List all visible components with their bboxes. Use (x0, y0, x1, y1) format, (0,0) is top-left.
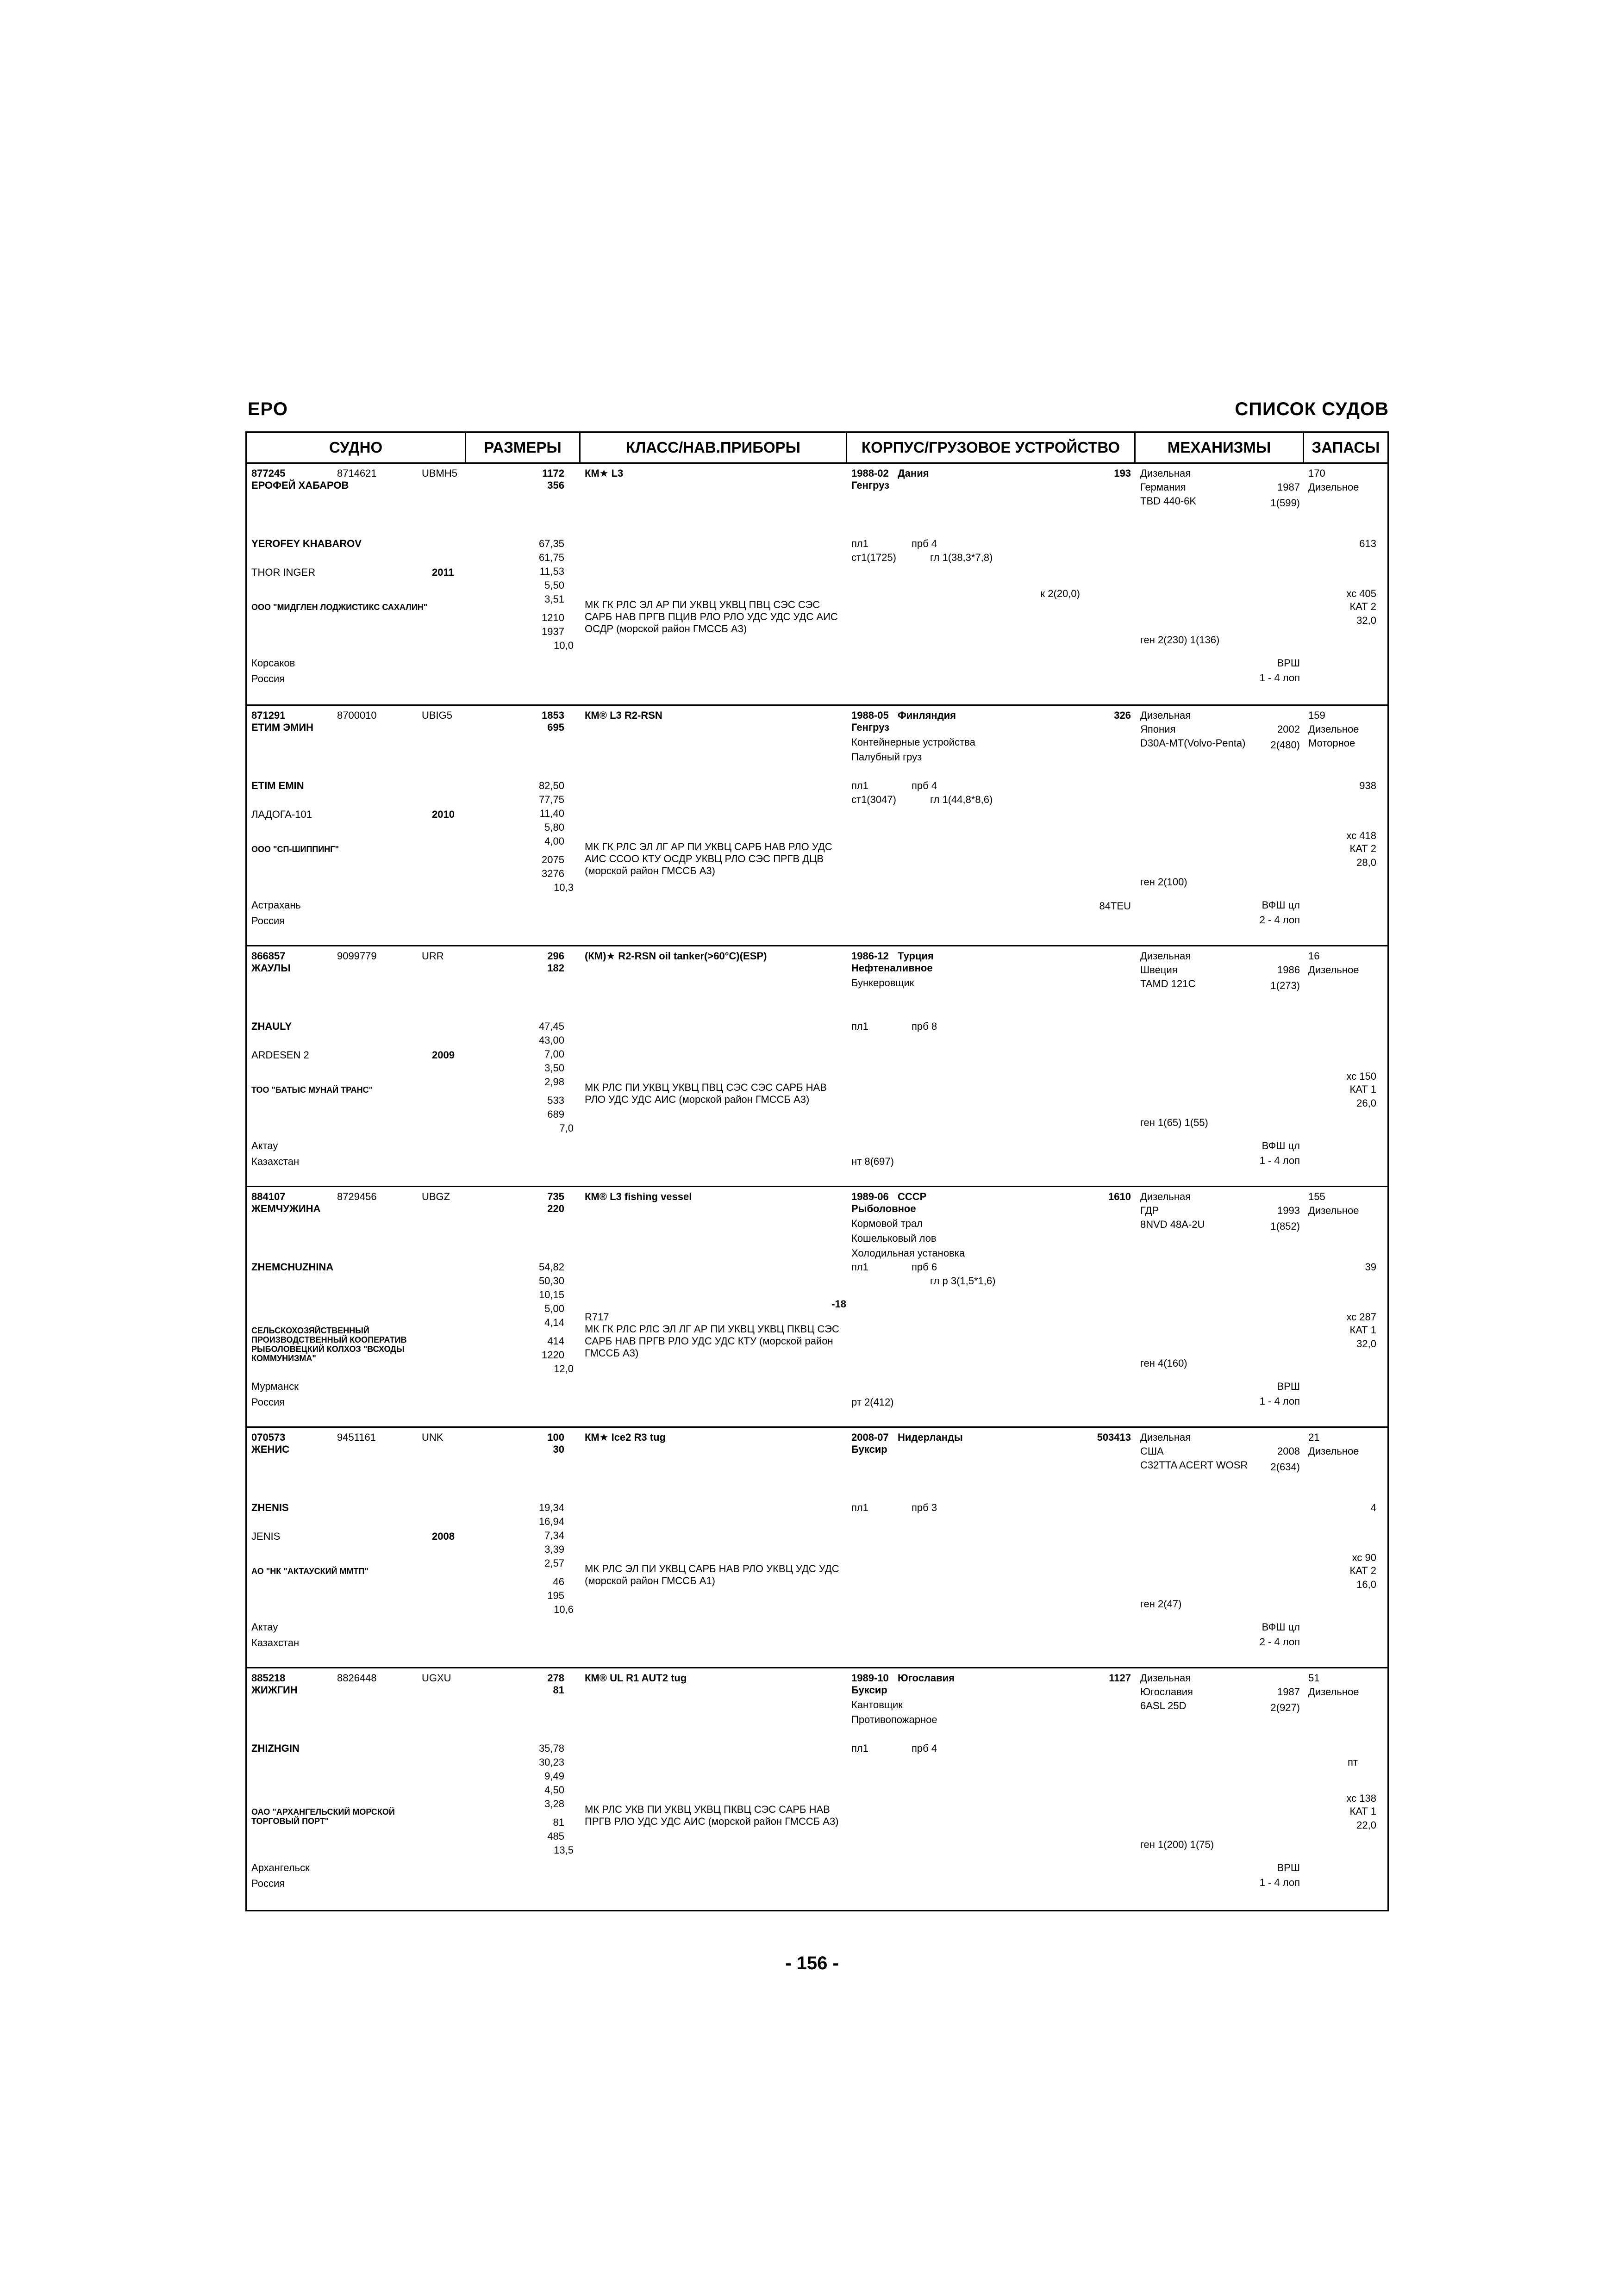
owner-line: АО "НК "АКТАУСКИЙ ММТП" (251, 1567, 369, 1576)
deadweight-value: 414 (547, 1335, 564, 1347)
build-country: Нидерланды (898, 1431, 963, 1443)
home-port: Архангельск (251, 1862, 310, 1873)
ship-entry (247, 1186, 1387, 1426)
hull-number: 1127 (1109, 1672, 1131, 1684)
column-header-class: КЛАСС/НАВ.ПРИБОРЫ (581, 433, 847, 462)
category: КАТ 2 (1349, 843, 1376, 854)
ship-entry (247, 464, 1387, 704)
rename-year: 2011 (432, 566, 454, 578)
stores-value: 938 (1359, 780, 1376, 791)
speed-value: хс 138 (1346, 1792, 1376, 1804)
dimension-value: 3,51 (544, 593, 564, 605)
dimension-value: 3,50 (544, 1062, 564, 1074)
former-name: ARDESEN 2 (251, 1049, 309, 1061)
ship-name: ЖАУЛЫ (251, 962, 291, 974)
fuel-type: Дизельное (1308, 481, 1359, 493)
fuel-type: Дизельное (1308, 1686, 1359, 1698)
deadweight-value: 195 (547, 1590, 564, 1601)
owner-line: КОММУНИЗМА" (251, 1354, 316, 1363)
range-value: 16,0 (1356, 1579, 1376, 1590)
dimension-value: 5,00 (544, 1303, 564, 1314)
column-header-hull: КОРПУС/ГРУЗОВОЕ УСТРОЙСТВО (847, 433, 1136, 462)
registry-number: 885218 (251, 1672, 286, 1684)
crane: к 2(20,0) (1040, 588, 1080, 599)
engine-country: ГДР (1140, 1205, 1159, 1216)
dimension-value: 7,00 (544, 1048, 564, 1060)
category: КАТ 1 (1349, 1805, 1376, 1817)
gross-tonnage: 1853 (542, 709, 564, 721)
call-sign: UBMH5 (422, 467, 458, 479)
ship-name: ЖЕМЧУЖИНА (251, 1203, 321, 1214)
build-date: 1986-12 (851, 950, 889, 962)
range-value: 28,0 (1356, 857, 1376, 868)
dimension-value: 50,30 (538, 1275, 564, 1287)
dimension-value: 82,50 (538, 780, 564, 791)
owner-line: ТОРГОВЫЙ ПОРТ" (251, 1817, 329, 1826)
generators: ген 1(65) 1(55) (1140, 1117, 1208, 1128)
net-tonnage: 30 (553, 1444, 564, 1455)
category: КАТ 2 (1349, 1565, 1376, 1576)
deadweight-value: 10,3 (554, 882, 574, 893)
hull-type-line: Бункеровщик (851, 977, 914, 989)
build-country: Дания (898, 467, 929, 479)
build-country: Финляндия (898, 709, 956, 721)
rename-year: 2010 (432, 809, 455, 820)
engine-power: 1(273) (1270, 980, 1300, 991)
registry-number: 884107 (251, 1191, 286, 1202)
fuel-quantity: 159 (1308, 709, 1325, 721)
propeller: ВФШ цл (1262, 1621, 1300, 1633)
deadweight-value: 81 (553, 1817, 564, 1828)
deadweight-value: 46 (553, 1576, 564, 1587)
engine-power: 2(480) (1270, 739, 1300, 751)
propeller-blades: 2 - 4 лоп (1259, 1636, 1300, 1648)
column-header-dimensions: РАЗМЕРЫ (466, 433, 581, 462)
ship-entry (247, 704, 1387, 945)
ship-name: ЖЕНИС (251, 1444, 290, 1455)
speed-value: хс 418 (1346, 830, 1376, 841)
stores-value: пт (1348, 1756, 1358, 1768)
net-tonnage: 81 (553, 1684, 564, 1696)
header-left: ЕРО (248, 399, 288, 419)
engine-year: 2002 (1277, 723, 1300, 735)
deadweight-value: 7,0 (559, 1122, 574, 1134)
deadweight-value: 533 (547, 1095, 564, 1106)
deadweight-value: 10,0 (554, 640, 574, 651)
nav-equipment: R717 МК ГК РЛС РЛС ЭЛ ЛГ АР ПИ УКВЦ УКВЦ ПКВЦ СЭС САРБ НАВ ПРГВ РЛО УДС УДС КТУ (морской район ГМССБ А3) (585, 1311, 839, 1359)
ship-name-latin: YEROFEY KHABAROV (251, 538, 362, 549)
hull-type-line: Палубный груз (851, 751, 922, 763)
propeller: ВФШ цл (1262, 899, 1300, 911)
page-number: - 156 - (785, 1953, 839, 1973)
nav-equipment: МК РЛС ПИ УКВЦ УКВЦ ПВЦ СЭС СЭС САРБ НАВ РЛО УДС УДС АИС (морской район ГМССБ А3) (585, 1082, 827, 1105)
owner-line: ПРОИЗВОДСТВЕННЫЙ КООПЕРАТИВ (251, 1335, 407, 1344)
gross-tonnage: 278 (547, 1672, 564, 1684)
dimension-value: 11,53 (539, 566, 564, 577)
hull-type-line: Генгруз (851, 479, 890, 491)
engine-type: Дизельная (1140, 950, 1191, 962)
engine-model: TBD 440-6K (1140, 495, 1197, 507)
hull-type-line: Нефтеналивное (851, 962, 933, 974)
net-tonnage: 356 (547, 479, 564, 491)
home-port: Мурманск (251, 1381, 299, 1392)
owner-line: ТОО "БАТЫС МУНАЙ ТРАНС" (251, 1085, 373, 1095)
engine-type: Дизельная (1140, 1431, 1191, 1443)
speed-value: хс 150 (1346, 1070, 1376, 1082)
speed-value: хс 90 (1352, 1552, 1376, 1563)
dimension-value: 16,94 (538, 1516, 564, 1527)
build-date: 2008-07 (851, 1431, 889, 1443)
dimension-value: 5,80 (544, 821, 564, 833)
build-date: 1989-06 (851, 1191, 889, 1202)
rename-year: 2008 (432, 1531, 455, 1542)
dimension-value: 9,49 (544, 1770, 564, 1782)
hull-type-line: Буксир (851, 1444, 887, 1455)
gross-tonnage: 735 (547, 1191, 564, 1202)
build-date: 1989-10 (851, 1672, 889, 1684)
propeller-blades: 1 - 4 лоп (1259, 672, 1300, 684)
ship-name-latin: ZHEMCHUZHINA (251, 1261, 334, 1273)
ship-name: ЖИЖГИН (251, 1684, 298, 1696)
owner-line: ООО "МИДГЛЕН ЛОДЖИСТИКС САХАЛИН" (251, 603, 428, 612)
gross-tonnage: 1172 (542, 467, 564, 479)
net-tonnage: 695 (547, 722, 564, 733)
class-notation: КМ★ L3 (585, 467, 624, 479)
dimension-value: 47,45 (538, 1020, 564, 1032)
range-value: 22,0 (1356, 1819, 1376, 1831)
net-tonnage: 220 (547, 1203, 564, 1214)
build-country: СССР (898, 1191, 927, 1202)
fuel-quantity: 51 (1308, 1672, 1320, 1684)
engine-power: 2(634) (1270, 1461, 1300, 1473)
flag-country: Казахстан (251, 1156, 300, 1167)
ship-entry (247, 945, 1387, 1186)
registry-number: 070573 (251, 1431, 286, 1443)
flag-country: Россия (251, 1878, 285, 1889)
hull-type-line: Контейнерные устройства (851, 736, 975, 748)
engine-country: Югославия (1140, 1686, 1193, 1698)
ship-name-latin: ZHAULY (251, 1020, 292, 1032)
propeller: ВРШ (1277, 657, 1300, 669)
imo-number: 9451161 (337, 1431, 376, 1443)
deadweight-value: 485 (547, 1830, 564, 1842)
engine-type: Дизельная (1140, 1672, 1191, 1684)
hull-type-line: Кошельковый лов (851, 1232, 937, 1244)
dimension-value: 2,98 (544, 1076, 564, 1088)
deadweight-value: 10,6 (554, 1604, 574, 1615)
decks: пл1 (851, 1261, 868, 1273)
cargo-capacity: нт 8(697) (851, 1156, 894, 1167)
owner-line: ООО "СП-ШИППИНГ" (251, 845, 339, 854)
engine-model: TAMD 121C (1140, 978, 1196, 989)
hull-type-line: Генгруз (851, 722, 890, 733)
fuel-quantity: 170 (1308, 467, 1325, 479)
category: КАТ 2 (1349, 601, 1376, 612)
hull-type-line: Холодильная установка (851, 1247, 965, 1259)
fuel-quantity: 16 (1308, 950, 1320, 962)
imo-number: 8700010 (337, 709, 377, 721)
imo-number: 8826448 (337, 1672, 377, 1684)
engine-type: Дизельная (1140, 709, 1191, 721)
cargo-capacity: 84TEU (1099, 900, 1131, 912)
range-value: 32,0 (1356, 615, 1376, 626)
cargo-capacity: рт 2(412) (851, 1396, 894, 1408)
range-value: 32,0 (1356, 1338, 1376, 1350)
propeller-blades: 1 - 4 лоп (1259, 1155, 1300, 1166)
home-port: Корсаков (251, 657, 295, 669)
engine-model: C32TTA ACERT WOSR (1140, 1459, 1248, 1471)
header-right: СПИСОК СУДОВ (1235, 399, 1389, 419)
refrigeration-temp: -18 (831, 1298, 846, 1310)
call-sign: URR (422, 950, 444, 962)
generators: ген 2(47) (1140, 1598, 1182, 1610)
hull-number: 193 (1114, 467, 1131, 479)
class-notation: КМ★ Ice2 R3 tug (585, 1431, 666, 1443)
category: КАТ 1 (1349, 1324, 1376, 1336)
class-notation: КМ® L3 R2-RSN (585, 709, 662, 721)
rename-year: 2009 (432, 1049, 455, 1061)
holds: прб 3 (912, 1502, 937, 1513)
ship-entry (247, 1667, 1387, 1908)
hull-number: 326 (1114, 709, 1131, 721)
dimension-value: 2,57 (544, 1557, 564, 1569)
engine-power: 1(852) (1270, 1220, 1300, 1232)
propeller: ВРШ (1277, 1862, 1300, 1873)
propeller-blades: 1 - 4 лоп (1259, 1395, 1300, 1407)
ship-name: ЕТИМ ЭМИН (251, 722, 314, 733)
nav-equipment: МК РЛС УКВ ПИ УКВЦ УКВЦ ПКВЦ СЭС САРБ НАВ ПРГВ РЛО УДС УДС АИС (морской район ГМССБ А3) (585, 1804, 839, 1827)
class-notation: КМ® UL R1 AUT2 tug (585, 1672, 687, 1684)
fuel-quantity: 155 (1308, 1191, 1325, 1202)
ship-name: ЕРОФЕЙ ХАБАРОВ (251, 479, 349, 491)
dimension-value: 3,28 (544, 1798, 564, 1810)
fuel-type-secondary: Моторное (1308, 737, 1355, 749)
engine-country: Швеция (1140, 964, 1178, 976)
fuel-type: Дизельное (1308, 723, 1359, 735)
class-notation: КМ® L3 fishing vessel (585, 1191, 692, 1202)
generators: ген 4(160) (1140, 1357, 1187, 1369)
deadweight-value: 2075 (542, 854, 564, 865)
hull-type-line: Кантовщик (851, 1699, 903, 1711)
range-value: 26,0 (1356, 1097, 1376, 1109)
ship-name-latin: ZHIZHGIN (251, 1742, 300, 1754)
owner-line: СЕЛЬСКОХОЗЯЙСТВЕННЫЙ (251, 1326, 369, 1335)
call-sign: UBIG5 (422, 709, 453, 721)
engine-year: 1987 (1277, 1686, 1300, 1698)
hull-type-line: Рыболовное (851, 1203, 916, 1214)
call-sign: UBGZ (422, 1191, 450, 1202)
holds: прб 4 (912, 780, 937, 791)
nav-equipment: МК ГК РЛС ЭЛ ЛГ АР ПИ УКВЦ САРБ НАВ РЛО УДС АИС ССОО КТУ ОСДР УКВЦ РЛО СЭС ПРГВ ДЦВ (морской район ГМССБ А3) (585, 841, 832, 877)
decks: пл1 (851, 780, 868, 791)
generators: ген 2(100) (1140, 876, 1187, 888)
dimension-value: 77,75 (538, 794, 564, 805)
deadweight-value: 1220 (542, 1349, 564, 1361)
holds: прб 4 (912, 538, 937, 549)
flag-country: Казахстан (251, 1637, 300, 1649)
cargo-gear: гл 1(38,3*7,8) (930, 552, 993, 563)
holds: прб 8 (912, 1020, 937, 1032)
dimension-value: 11,40 (539, 808, 564, 819)
stores-value: 39 (1365, 1261, 1376, 1273)
home-port: Астрахань (251, 899, 301, 911)
engine-power: 1(599) (1270, 497, 1300, 509)
nav-equipment: МК ГК РЛС ЭЛ АР ПИ УКВЦ УКВЦ ПВЦ СЭС СЭС САРБ НАВ ПРГВ ПЦИВ РЛО РЛО УДС УДС УДС АИС ОСДР (морской район ГМССБ А3) (585, 599, 838, 635)
stores-value: 613 (1359, 538, 1376, 549)
engine-type: Дизельная (1140, 1191, 1191, 1202)
column-header-ship: СУДНО (247, 433, 466, 462)
former-name: THOR INGER (251, 566, 316, 578)
decks: пл1 (851, 1742, 868, 1754)
owner-line: РЫБОЛОВЕЦКИЙ КОЛХОЗ "ВСХОДЫ (251, 1344, 405, 1354)
dimension-value: 67,35 (538, 538, 564, 549)
flag-country: Россия (251, 1396, 285, 1408)
ship-table (245, 431, 1389, 1911)
engine-year: 1986 (1277, 964, 1300, 976)
imo-number: 8729456 (337, 1191, 377, 1202)
generators: ген 2(230) 1(136) (1140, 634, 1220, 646)
engine-model: 6ASL 25D (1140, 1700, 1187, 1711)
holds: прб 6 (912, 1261, 937, 1273)
generators: ген 1(200) 1(75) (1140, 1839, 1214, 1850)
dimension-value: 5,50 (544, 579, 564, 591)
hull-number: 503413 (1097, 1431, 1131, 1443)
speed-value: хс 287 (1346, 1311, 1376, 1323)
dimension-value: 4,14 (544, 1317, 564, 1328)
engine-year: 1987 (1277, 481, 1300, 493)
flag-country: Россия (251, 915, 285, 927)
hull-type-line: Противопожарное (851, 1714, 937, 1725)
deadweight-value: 12,0 (554, 1363, 574, 1375)
holds: прб 4 (912, 1742, 937, 1754)
column-header-stores: ЗАПАСЫ (1312, 439, 1380, 456)
engine-country: Япония (1140, 723, 1176, 735)
call-sign: UGXU (422, 1672, 451, 1684)
engine-country: Германия (1140, 481, 1186, 493)
ship-name-latin: ZHENIS (251, 1502, 289, 1513)
engine-year: 2008 (1277, 1445, 1300, 1457)
dimension-value: 10,15 (538, 1289, 564, 1300)
dimension-value: 61,75 (538, 552, 564, 563)
fuel-type: Дизельное (1308, 1205, 1359, 1216)
hatch-info: ст1(3047) (851, 794, 896, 805)
dimension-value: 30,23 (538, 1756, 564, 1768)
owner-line: ОАО "АРХАНГЕЛЬСКИЙ МОРСКОЙ (251, 1807, 395, 1817)
category: КАТ 1 (1349, 1083, 1376, 1095)
gross-tonnage: 100 (547, 1431, 564, 1443)
build-date: 1988-02 (851, 467, 889, 479)
fuel-quantity: 21 (1308, 1431, 1320, 1443)
deadweight-value: 689 (547, 1108, 564, 1120)
engine-model: D30A-MT(Volvo-Penta) (1140, 737, 1246, 749)
build-date: 1988-05 (851, 709, 889, 721)
cargo-gear: гл р 3(1,5*1,6) (930, 1275, 996, 1287)
flag-country: Россия (251, 673, 285, 684)
hull-type-line: Кормовой трал (851, 1218, 923, 1229)
hull-number: 1610 (1108, 1191, 1131, 1202)
fuel-type: Дизельное (1308, 964, 1359, 976)
speed-value: хс 405 (1346, 588, 1376, 599)
stores-value: 4 (1370, 1502, 1376, 1513)
dimension-value: 4,50 (544, 1784, 564, 1796)
engine-year: 1993 (1277, 1205, 1300, 1216)
engine-model: 8NVD 48A-2U (1140, 1219, 1205, 1230)
decks: пл1 (851, 1502, 868, 1513)
home-port: Актау (251, 1621, 278, 1633)
hatch-info: ст1(1725) (851, 552, 896, 563)
cargo-gear: гл 1(44,8*8,6) (930, 794, 993, 805)
engine-country: США (1140, 1445, 1164, 1457)
ship-name-latin: ETIM EMIN (251, 780, 304, 791)
imo-number: 9099779 (337, 950, 377, 962)
nav-equipment: МК РЛС ЭЛ ПИ УКВЦ САРБ НАВ РЛО УКВЦ УДС УДС (морской район ГМССБ А1) (585, 1563, 839, 1587)
propeller: ВФШ цл (1262, 1140, 1300, 1151)
dimension-value: 35,78 (538, 1742, 564, 1754)
dimension-value: 7,34 (544, 1530, 564, 1541)
dimension-value: 54,82 (538, 1261, 564, 1273)
former-name: ЛАДОГА-101 (251, 809, 312, 820)
engine-type: Дизельная (1140, 467, 1191, 479)
deadweight-value: 13,5 (554, 1844, 574, 1856)
propeller: ВРШ (1277, 1381, 1300, 1392)
propeller-blades: 1 - 4 лоп (1259, 1877, 1300, 1888)
net-tonnage: 182 (547, 962, 564, 974)
ship-entry (247, 1426, 1387, 1667)
engine-power: 2(927) (1270, 1702, 1300, 1713)
propeller-blades: 2 - 4 лоп (1259, 914, 1300, 926)
hull-type-line: Буксир (851, 1684, 887, 1696)
decks: пл1 (851, 1020, 868, 1032)
former-name: JENIS (251, 1531, 281, 1542)
deadweight-value: 1937 (542, 626, 564, 637)
column-header-machinery: МЕХАНИЗМЫ (1136, 433, 1304, 462)
dimension-value: 4,00 (544, 835, 564, 847)
registry-number: 866857 (251, 950, 286, 962)
gross-tonnage: 296 (547, 950, 564, 962)
dimension-value: 3,39 (544, 1543, 564, 1555)
class-notation: (КМ)★ R2-RSN oil tanker(>60°C)(ESP) (585, 950, 767, 962)
deadweight-value: 3276 (542, 868, 564, 879)
registry-number: 877245 (251, 467, 286, 479)
call-sign: UNK (422, 1431, 443, 1443)
imo-number: 8714621 (337, 467, 377, 479)
build-country: Турция (898, 950, 934, 962)
deadweight-value: 1210 (542, 612, 564, 623)
decks: пл1 (851, 538, 868, 549)
build-country: Югославия (898, 1672, 955, 1684)
home-port: Актау (251, 1140, 278, 1151)
fuel-type: Дизельное (1308, 1445, 1359, 1457)
dimension-value: 43,00 (538, 1034, 564, 1046)
dimension-value: 19,34 (538, 1502, 564, 1513)
registry-number: 871291 (251, 709, 286, 721)
